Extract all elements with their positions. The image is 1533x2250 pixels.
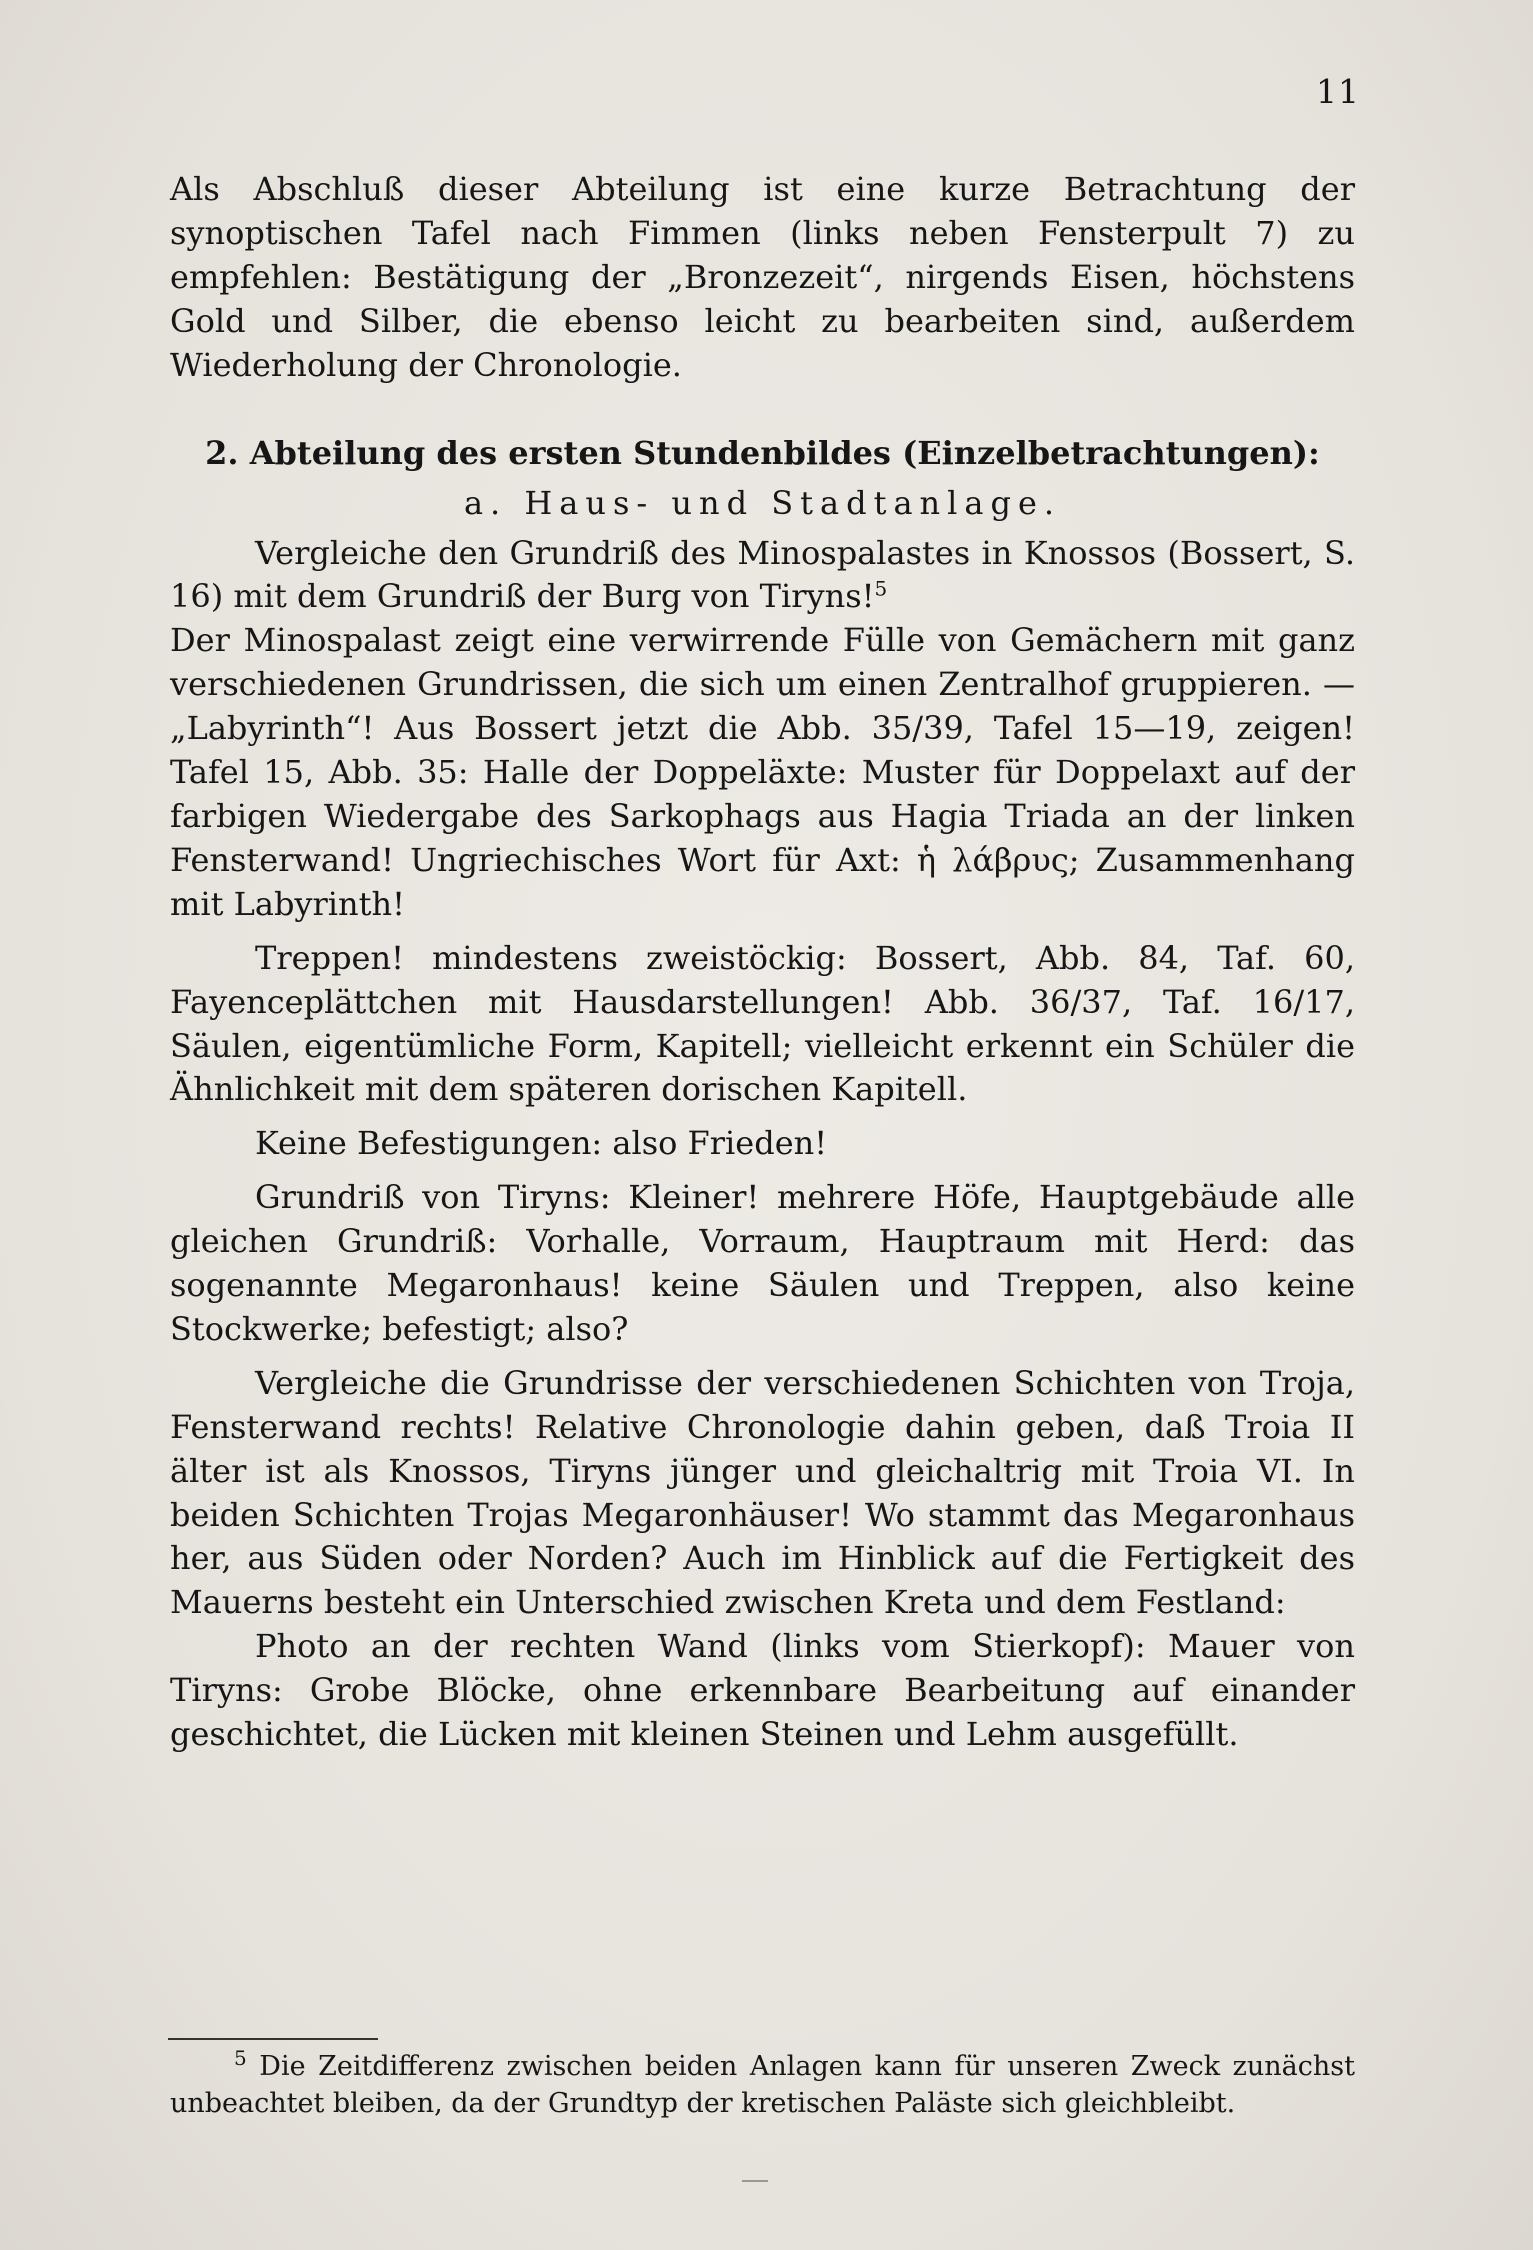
paragraph bbox=[170, 619, 1355, 926]
body-text bbox=[170, 168, 1355, 1757]
footnote-marker: 5 bbox=[234, 2046, 247, 2070]
paragraph bbox=[170, 1625, 1355, 1757]
print-mark bbox=[742, 2180, 768, 2182]
paragraph bbox=[170, 532, 1355, 620]
paragraph-text: Vergleiche den Grundriß des Minospalastes in Knossos (Bossert, S. 16) mit dem Grundriß der Burg von Tiryns! bbox=[170, 533, 1355, 616]
paragraph-text: Photo an der rechten Wand (links vom Stierkopf): Mauer von Tiryns: Grobe Blöcke, ohne erkennbare Bearbeitung auf einander geschichtet, die Lücken mit kleinen Steinen und Lehm ausgefüllt. bbox=[170, 1627, 1355, 1754]
paragraph-text: Als Abschluß dieser Abteilung ist eine kurze Betrachtung der synoptischen Tafel nach Fimmen (links neben Fensterpult 7) zu empfehlen: Bestätigung der „Bronzezeit“, nirgends Eisen, höchstens Gold und Silber, die ebenso leicht zu bearbeiten sind, außerdem Wiederholung der Chronologie. bbox=[170, 170, 1355, 384]
paragraph bbox=[170, 1362, 1355, 1625]
paragraph bbox=[170, 1176, 1355, 1352]
paragraph bbox=[170, 1122, 1355, 1166]
paragraph-text: Vergleiche die Grundrisse der verschiedenen Schichten von Troja, Fensterwand rechts! Relative Chronologie dahin geben, daß Troia II älter ist als Knossos, Tiryns jünger und gleichaltrig mit Troia VI. In beiden Schichten Trojas Megaronhäuser! Wo stammt das Megaronhaus her, aus Süden oder Norden? Auch im Hinblick auf die Fertigkeit des Mauerns besteht ein Unterschied zwischen Kreta und dem Festland: bbox=[170, 1363, 1355, 1622]
paragraph bbox=[170, 168, 1355, 388]
footnote bbox=[170, 2048, 1355, 2122]
footnote-reference: 5 bbox=[874, 576, 888, 601]
paragraph-text: Treppen! mindestens zweistöckig: Bossert, Abb. 84, Taf. 60, Fayenceplättchen mit Hausdarstellungen! Abb. 36/37, Taf. 16/17, Säulen, eigentümliche Form, Kapitell; vielleicht erkennt ein Schüler die Ähnlichkeit mit dem späteren dorischen Kapitell. bbox=[170, 938, 1355, 1109]
footnote-text: Die Zeitdifferenz zwischen beiden Anlagen kann für unseren Zweck zunächst unbeachtet bleiben, da der Grundtyp der kretischen Paläste sich gleichbleibt. bbox=[170, 2051, 1355, 2119]
paragraph-text: Grundriß von Tiryns: Kleiner! mehrere Höfe, Hauptgebäude alle gleichen Grundriß: Vorhalle, Vorraum, Hauptraum mit Herd: das sogenannte Megaronhaus! keine Säulen und Treppen, also keine Stockwerke; befestigt; also? bbox=[170, 1178, 1355, 1348]
subsection-heading: a. Haus- und Stadtanlage. bbox=[463, 483, 1062, 522]
paragraph bbox=[170, 937, 1355, 1113]
section-heading: 2. Abteilung des ersten Stundenbildes (Einzelbetrachtungen): bbox=[205, 433, 1320, 472]
footnote-rule bbox=[168, 2038, 378, 2040]
paragraph-text: Der Minospalast zeigt eine verwirrende Fülle von Gemächern mit ganz verschiedenen Grundrissen, die sich um einen Zentralhof gruppieren. — „Labyrinth“! Aus Bossert jetzt die Abb. 35/39, Tafel 15—19, zeigen! Tafel 15, Abb. 35: Halle der Doppeläxte: Muster für Doppelaxt auf der farbigen Wiedergabe des Sarkophags aus Hagia Triada an der linken Fensterwand! Ungriechisches Wort für Axt: ἡ λάβρυς; Zusammenhang mit Labyrinth! bbox=[170, 621, 1355, 923]
paragraph-text: Keine Befestigungen: also Frieden! bbox=[255, 1124, 828, 1163]
page-number: 11 bbox=[1316, 72, 1360, 111]
